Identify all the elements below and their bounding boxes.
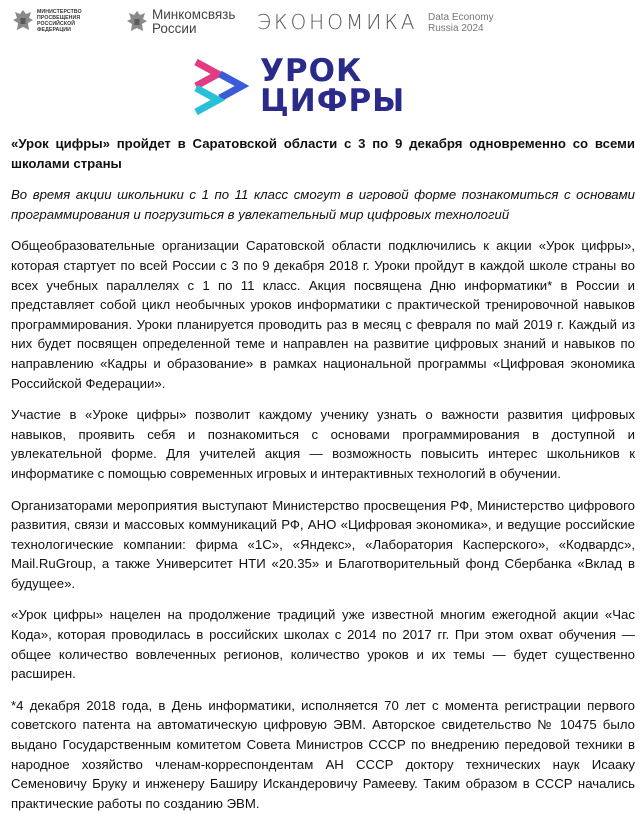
minkomsvyaz-logo-text (152, 8, 235, 36)
data-economy-text (428, 12, 494, 34)
data-economy-line1: Data Economy (428, 12, 494, 23)
article-footnote: *4 декабря 2018 года, в День информатики, исполняется 70 лет с момента регистрации первого советского патента на автоматическую цифровую ЭВМ. Авторское свидетельство № 10475 было выдано Государственным комитетом Совета Министров СССР по внедрению передовой техники в народное хозяйство членам-корреспондентам АН СССР доктору технических наук Исааку Семеновичу Бруку и инженеру Баширу Искандеровичу Рамееву. Таким образом в СССР начались практические работы по созданию ЭВМ. (11, 697, 635, 811)
article-paragraph: Организаторами мероприятия выступают Министерство просвещения РФ, Министерство цифрового развития, связи и массовых коммуникаций РФ, АНО «Цифровая экономика», и ведущие российские технологические компании: фирма «1С», «Яндекс», «Лаборатория Касперского», «Кодвардс», Mail.RuGroup, а также Университет НТИ «20.35» и Благотворительный фонд Сбербанка «Вклад в будущее». (11, 497, 635, 591)
article-lead: Во время акции школьники с 1 по 11 класс смогут в игровой форме познакомиться с основами программирования и погрузиться в увлекательный мир цифровых технологий (11, 187, 635, 222)
eagle-emblem-icon (12, 8, 34, 34)
partner-logos-bar (0, 0, 640, 44)
minkomsvyaz-line1: Минкомсвязь (152, 7, 236, 22)
brand-line-2: ЦИФРЫ (260, 83, 406, 119)
article-headline: «Урок цифры» пройдет в Саратовской области с 3 по 9 декабря одновременно со всеми школами страны (11, 136, 635, 171)
urok-cifry-logo (190, 54, 420, 118)
article-paragraph: Участие в «Уроке цифры» позволит каждому ученику узнать о важности развития цифровых навыков, проявить себя и познакомиться с основами программирования в доступной и увлекательной форме. Для учителей акция — возможность повысить интерес школьников к информатике с помощью современных игровых и интерактивных технологий в обучении. (11, 407, 635, 481)
eagle-emblem-icon (126, 9, 148, 35)
economy-logo-text: ЭКОНОМИКА (257, 10, 418, 34)
article-paragraph: Общеобразовательные организации Саратовской области подключились к акции «Урок цифры», которая стартует по всей России с 3 по 9 декабря 2018 г. Уроки пройдут в каждой школе страны во всех учебных параллелях с 1 по 11 класс. Акция посвящена Дню информатики* в России и представляет собой цикл необычных уроков информатики с практической тренировочной навыков программирования. Уроки планируется проводить раз в месяц с февраля по май 2019 г. Каждый из них будет посвящен определенной теме и направлен на развитие цифровых знаний и навыков по направлению «Кадры и образование» в рамках национальной программы «Цифровая экономика Российской Федерации». (11, 238, 635, 391)
data-economy-line2: Russia 2024 (428, 23, 484, 34)
data-economy-logo (428, 12, 494, 34)
brand-line-1: УРОК (260, 53, 363, 89)
economy-logo (257, 10, 417, 34)
ministry-logo-text: МИНИСТЕРСТВО ПРОСВЕЩЕНИЯ РОССИЙСКОЙ ФЕДЕРАЦИИ (37, 9, 82, 33)
article-paragraph: «Урок цифры» нацелен на продолжение традиций уже известной многим ежегодной акции «Час Кода», которая проводилась в российских школах с 2014 по 2017 гг. При этом охват обучения — общее количество вовлеченных регионов, количество уроков и их темы — будет существенно расширен. (11, 607, 635, 682)
article (11, 134, 635, 825)
ministry-education-logo (12, 8, 109, 34)
minkomsvyaz-line2: России (152, 21, 197, 36)
chevron-logo-icon (190, 56, 252, 118)
minkomsvyaz-logo (126, 8, 235, 36)
